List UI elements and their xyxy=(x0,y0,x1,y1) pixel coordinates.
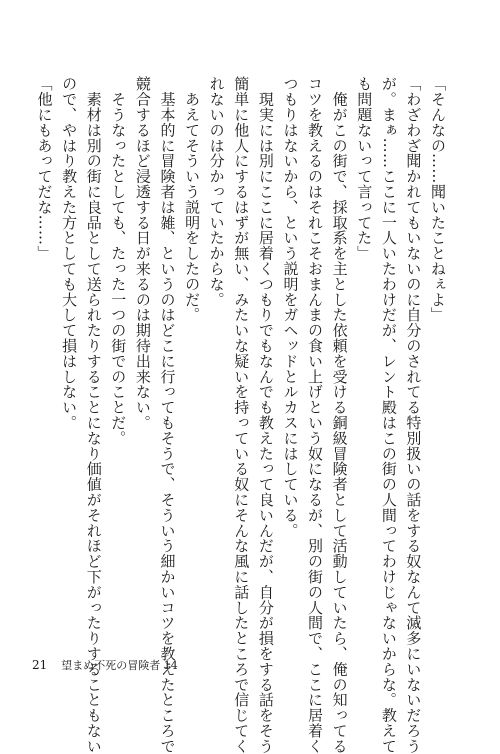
text-line: 「他にもあってだな……」 xyxy=(35,76,54,261)
text-line: 基本的に冒険者は雑、というのはどこに行ってもそうで、そういう細かいコツを教えたところで xyxy=(158,76,177,754)
text-line: 競合するほど浸透する日が来るのは期待出来ない。 xyxy=(133,76,152,431)
text-line: 「わざわざ聞かれてもいないのに自分のされてる特別扱いの話をする奴なんて滅多にいないだろう xyxy=(404,76,423,754)
text-line: コツを教えるのはそれこそおまんまの食い上げという奴になるが、別の街の人間で、ここに居着く xyxy=(306,76,325,754)
text-line: も問題ないって言ってた」 xyxy=(355,76,374,261)
text-line: 現実には別にここに居着くつもりでもなんでも教えたって良いんだが、自分が損をする話をそう xyxy=(256,76,275,754)
text-line: そうなったとしても、たった一つの街でのことだ。 xyxy=(109,76,128,446)
text-line: が。まぁ……ここに一人いたわけだが、レント殿はこの街の人間ってわけじゃないからな。教えて xyxy=(379,76,398,754)
text-line: あえてそういう説明をしたのだ。 xyxy=(183,76,202,323)
text-line: 素材は別の街に良品として送られたりすることになり価値がそれほど下がったりすることもない xyxy=(84,76,103,754)
page-number: 21 xyxy=(32,658,48,672)
text-line: 「そんなの……聞いたことねぇよ」 xyxy=(429,76,447,323)
page-footer xyxy=(32,657,178,673)
text-line: ので、やはり教えた方としても大して損はしない。 xyxy=(60,76,79,431)
text-line: 簡単に他人にするはずが無い、みたいな疑いを持っている奴にそんな風に話したところで信じてく xyxy=(232,76,251,754)
text-line: つもりはないから、という説明をガヘッドとルカスにはしている。 xyxy=(281,76,300,538)
text-line: れないのは分かっていたからな。 xyxy=(207,76,226,307)
text-line: 俺がこの街で、採取系を主とした依頼を受ける銅級冒険者として活動していたら、俺の知ってる xyxy=(330,76,349,754)
book-title: 望まぬ不死の冒険者 14 xyxy=(61,659,178,672)
